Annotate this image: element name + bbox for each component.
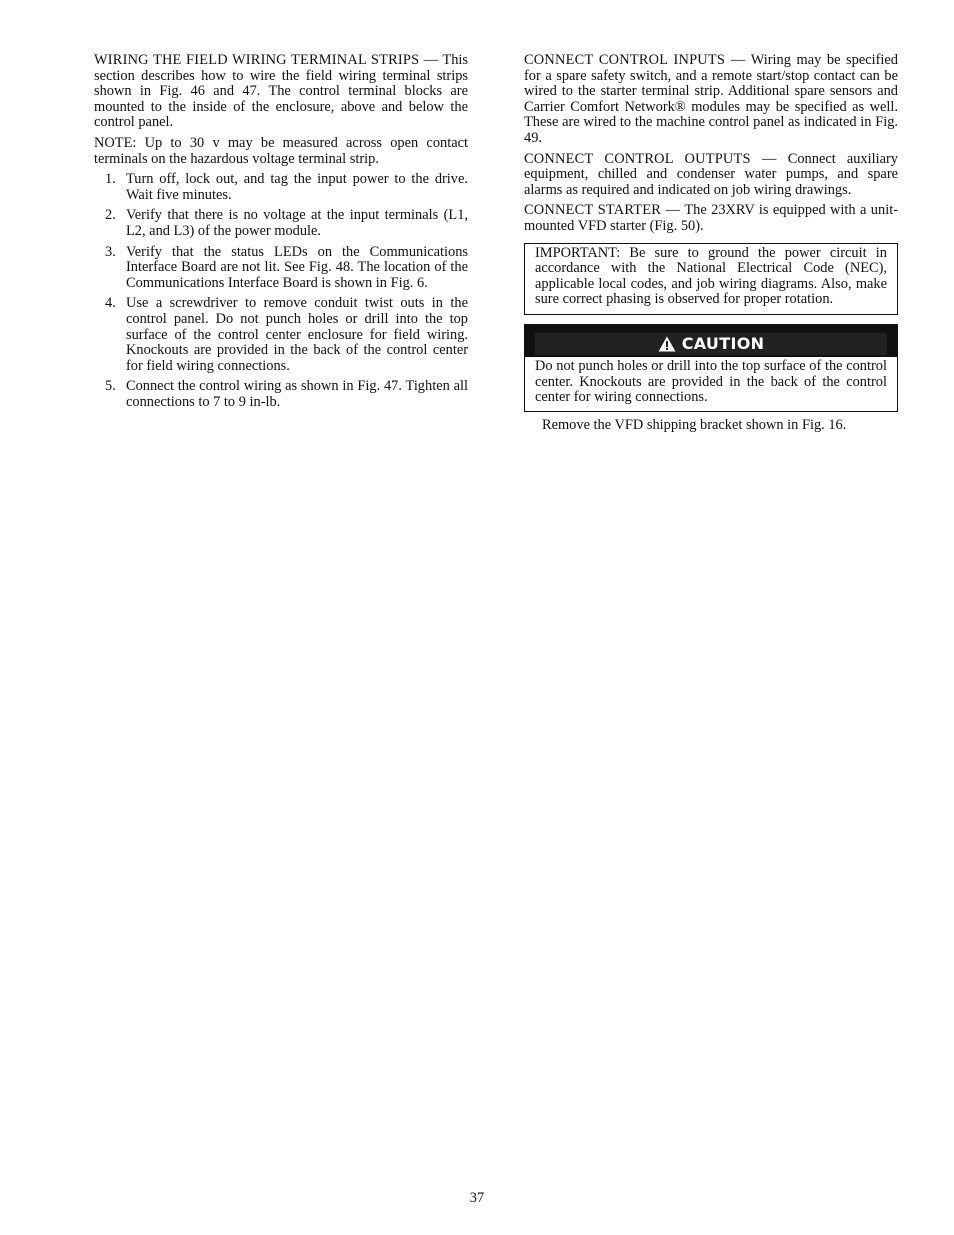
warning-triangle-icon: [658, 336, 676, 352]
steps-list: [94, 172, 468, 410]
step-number: 5.: [105, 378, 116, 395]
list-item: [94, 379, 468, 410]
step-text: Turn off, lock out, and tag the input power to the drive. Wait five minutes.: [126, 171, 468, 203]
step-text: Verify that the status LEDs on the Communications Interface Board are not lit. See Fig. 48. The location of the Communications Interface Board is shown in Fig. 6.: [126, 243, 468, 291]
step-number: 1.: [105, 171, 116, 188]
section-text: The 23XRV is equipped with a unit-mounted VFD starter (Fig. 50).: [524, 202, 898, 234]
wiring-section: [94, 53, 468, 131]
section-heading: WIRING THE FIELD WIRING TERMINAL STRIPS —: [94, 52, 439, 68]
caution-text: Do not punch holes or drill into the top surface of the control center. Knockouts are provided in the back of the control center for wiring connections.: [535, 357, 887, 406]
right-column: [524, 53, 898, 438]
control-outputs-section: [524, 152, 898, 199]
caution-label: CAUTION: [681, 334, 765, 354]
step-number: 3.: [105, 243, 116, 260]
section-heading: CONNECT STARTER —: [524, 202, 681, 219]
list-item: [94, 172, 468, 203]
starter-section: [524, 203, 898, 234]
step-text: Verify that there is no voltage at the input terminals (L1, L2, and L3) of the power module.: [126, 207, 468, 239]
left-column: [94, 53, 468, 415]
after-caution-text: Remove the VFD shipping bracket shown in Fig. 16.: [542, 416, 847, 433]
section-intro: This section describes how to wire the field wiring terminal strips shown in Fig. 46 and 47. The control terminal blocks are mounted to the inside of the enclosure, above and below the control panel.: [94, 52, 468, 131]
note-paragraph: NOTE: Up to 30 v may be measured across open contact terminals on the hazardous voltage terminal strip.: [94, 134, 468, 167]
section-text: Wiring may be specified for a spare safety switch, and a remote start/stop contact can be wired to the starter terminal strip. Additional spare sensors and Carrier Comfort Network® modules may be specified as well. These are wired to the machine control panel as indicated in Fig. 49.: [524, 52, 898, 146]
step-number: 4.: [105, 295, 116, 312]
control-inputs-section: [524, 53, 898, 147]
section-text: Connect auxiliary equipment, chilled and condenser water pumps, and spare alarms as required and indicated on job wiring drawings.: [524, 150, 898, 198]
section-heading: CONNECT CONTROL INPUTS —: [524, 52, 746, 68]
list-item: [94, 208, 468, 239]
step-number: 2.: [105, 207, 116, 224]
section-heading: CONNECT CONTROL OUTPUTS —: [524, 150, 777, 167]
step-text: Connect the control wiring as shown in Fig. 47. Tighten all connections to 7 to 9 in-lb.: [126, 378, 468, 410]
important-notice-box: [524, 243, 898, 315]
list-item: [94, 245, 468, 292]
caution-box: [524, 324, 898, 412]
caution-header: [525, 325, 897, 357]
page-number: 37: [469, 1190, 485, 1206]
step-text: Use a screwdriver to remove conduit twist outs in the control panel. Do not punch holes or drill into the top surface of the control center enclosure for field wiring. Knockouts are provided in the back of the control center for field wiring connections.: [126, 295, 468, 374]
list-item: [94, 296, 468, 374]
important-text: IMPORTANT: Be sure to ground the power circuit in accordance with the National Electrical Code (NEC), applicable local codes, and job wiring diagrams. Also, make sure correct phasing is observed for proper rotation.: [535, 244, 887, 308]
caution-banner: [535, 333, 887, 355]
